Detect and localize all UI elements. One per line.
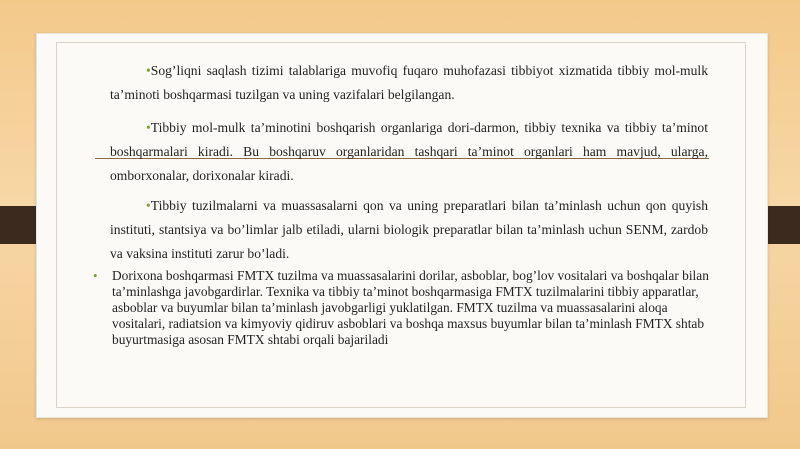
bullet-list-item [93, 268, 718, 348]
bullet-mark: • [93, 268, 98, 283]
paragraph-1 [110, 59, 708, 107]
bullet-dot: • [146, 198, 151, 213]
paragraph-1-text: Sog’liqni saqlash tizimi talablariga muvofiq fuqaro muhofazasi tibbiyot xizmatida tibbiy mol-mulk ta’minoti boshqarmasi tuzilgan va uning vazifalari belgilangan. [110, 63, 708, 102]
bullet-item-text: Dorixona boshqarmasi FMTX tuzilma va muassasalarini dorilar, asboblar, bog’lov vositalari va boshqalar bilan ta’minlashga javobgardirlar. Texnika va tibbiy ta’minot boshqarmasiga FMTX tuzilmalarini tibbiy apparatlar, asboblar va buyumlar bilan ta’minlash javobgarligi yuklatilgan. FMTX tuzilma va muassasalarini aloqa vositalari, radiatsion va kimyoviy qidiruv asboblari va boshqa maxsus buyumlar bilan ta’minlash FMTX shtab buyurtmasiga asosan FMTX shtabi orqali bajariladi [112, 268, 709, 347]
bullet-dot: • [146, 63, 151, 78]
bullet-dot: • [146, 120, 151, 135]
paragraph-3-text: Tibbiy tuzilmalarni va muassasalarni qon va uning preparatlari bilan ta’minlash uchun qon quyish instituti, stantsiya va bo’limlar jalb etiladi, ularni biologik preparatlar bilan ta’minlash uchun SENM, zardob va vaksina instituti zarur bo’ladi. [110, 198, 708, 261]
paragraph-3 [110, 194, 708, 266]
paragraph-2 [110, 116, 708, 188]
paragraph-2-text: Tibbiy mol-mulk ta’minotini boshqarish organlariga dori-darmon, tibbiy texnika va tibbiy ta’minot boshqarmalari kiradi. Bu boshqaruv organlaridan tashqari ta’minot organlari ham mavjud, ularga, omborxonalar, dorixonalar kiradi. [110, 120, 708, 183]
